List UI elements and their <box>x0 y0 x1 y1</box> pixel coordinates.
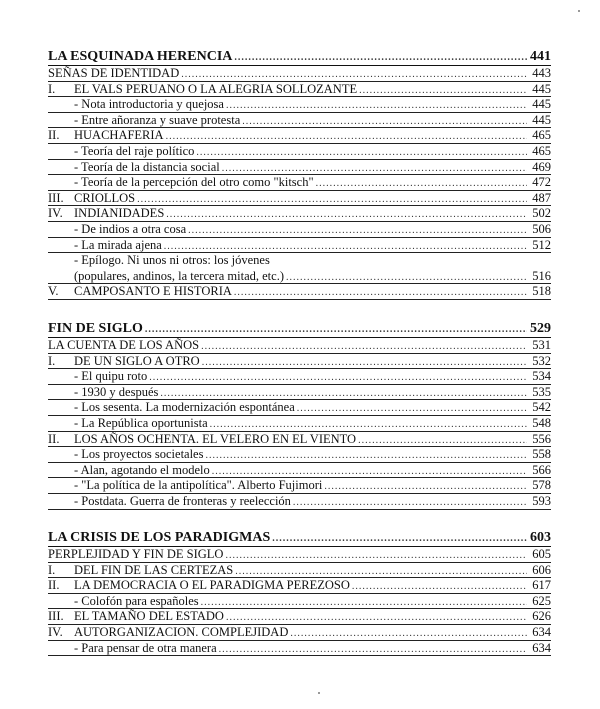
entry-page: 634 <box>532 624 551 639</box>
entry-page: 445 <box>532 81 551 96</box>
toc-subentry-continuation <box>48 269 551 285</box>
dot-leader <box>297 401 527 417</box>
entry-label: INDIANIDADES <box>74 206 165 221</box>
entry-page: 558 <box>532 447 551 462</box>
toc-subentry <box>48 253 551 269</box>
dot-leader <box>137 192 527 208</box>
dot-leader <box>225 548 527 564</box>
toc-subentry <box>48 144 551 160</box>
section-subtitle-label: PERPLEJIDAD Y FIN DE SIGLO <box>48 547 224 561</box>
entry-label: CRIOLLOS <box>74 190 136 205</box>
dot-leader <box>242 114 527 130</box>
toc-entry <box>48 354 551 370</box>
entry-label: LA DEMOCRACIA O EL PARADIGMA PEREZOSO <box>74 578 350 593</box>
toc-entry <box>48 284 551 300</box>
dot-leader <box>272 530 527 548</box>
toc-entry <box>48 563 551 579</box>
toc-entry <box>48 578 551 594</box>
section-subtitle-page: 605 <box>532 547 551 561</box>
dot-leader <box>235 564 527 580</box>
dot-leader <box>210 417 527 433</box>
toc-subentry <box>48 494 551 510</box>
toc-entry <box>48 191 551 207</box>
toc-subentry <box>48 160 551 176</box>
dot-leader <box>201 595 527 611</box>
dot-leader <box>181 67 527 83</box>
dot-leader <box>316 176 527 192</box>
entry-label: - Teoría del raje político <box>74 143 195 158</box>
entry-label: - Los sesenta. La modernización espontánea <box>74 400 295 415</box>
entry-label: - Para pensar de otra manera <box>74 640 217 655</box>
entry-page: 617 <box>532 578 551 593</box>
entry-page: 469 <box>532 159 551 174</box>
entry-page: 512 <box>532 237 551 252</box>
dot-leader <box>149 370 527 386</box>
dot-leader <box>201 339 527 355</box>
entry-page: 465 <box>532 128 551 143</box>
dot-leader <box>324 479 527 495</box>
dot-leader <box>234 285 527 301</box>
toc-entry <box>48 625 551 641</box>
section-title-label: LA CRISIS DE LOS PARADIGMAS <box>48 530 271 545</box>
entry-number: II. <box>48 431 60 446</box>
section-subtitle-label: SEÑAS DE IDENTIDAD <box>48 66 180 80</box>
entry-page: 472 <box>532 175 551 190</box>
entry-label: EL TAMAÑO DEL ESTADO <box>74 609 224 624</box>
entry-page: 593 <box>532 493 551 508</box>
entry-page: 445 <box>532 112 551 127</box>
entry-label: - Teoría de la percepción del otro como "kitsch" <box>74 175 314 190</box>
section-title-page: 441 <box>530 49 551 64</box>
toc-subentry <box>48 385 551 401</box>
toc-subentry <box>48 478 551 494</box>
entry-label: - 1930 y después <box>74 384 159 399</box>
toc-entry <box>48 128 551 144</box>
dot-leader <box>202 355 527 371</box>
dot-leader <box>166 207 527 223</box>
dot-leader <box>222 161 527 177</box>
toc-subentry <box>48 416 551 432</box>
toc-subentry <box>48 369 551 385</box>
entry-number: I. <box>48 81 56 96</box>
entry-page: 626 <box>532 609 551 624</box>
dot-leader <box>205 448 527 464</box>
toc-subentry <box>48 447 551 463</box>
entry-page: 445 <box>532 97 551 112</box>
dot-leader <box>290 626 527 642</box>
section-title <box>48 48 551 66</box>
toc-entry <box>48 82 551 98</box>
dot-leader <box>359 83 527 99</box>
entry-page: 502 <box>532 206 551 221</box>
entry-number: IV. <box>48 624 63 639</box>
entry-label: - Alan, agotando el modelo <box>74 462 210 477</box>
toc-subentry <box>48 113 551 129</box>
dot-leader <box>212 464 527 480</box>
toc-subentry <box>48 400 551 416</box>
dot-leader <box>160 386 527 402</box>
toc-subentry <box>48 594 551 610</box>
dot-leader <box>226 610 527 626</box>
scan-speck <box>318 692 320 694</box>
section-subtitle <box>48 338 551 354</box>
entry-label: AUTORGANIZACION. COMPLEJIDAD <box>74 624 289 639</box>
toc-subentry <box>48 97 551 113</box>
dot-leader <box>145 321 527 339</box>
section-subtitle-page: 531 <box>532 338 551 352</box>
toc-section-esquinada-herencia <box>48 48 551 300</box>
toc-subentry <box>48 641 551 657</box>
toc-section-crisis-paradigmas <box>48 529 551 656</box>
dot-leader <box>293 495 527 511</box>
section-title <box>48 320 551 338</box>
entry-page: 532 <box>532 353 551 368</box>
scan-speck <box>578 10 580 12</box>
entry-label: - Nota introductoria y quejosa <box>74 97 224 112</box>
dot-leader <box>226 98 527 114</box>
entry-label: DE UN SIGLO A OTRO <box>74 353 200 368</box>
toc-subentry <box>48 238 551 254</box>
section-subtitle-page: 443 <box>532 66 551 80</box>
entry-number: III. <box>48 190 64 205</box>
toc-subentry <box>48 463 551 479</box>
dot-leader <box>188 223 527 239</box>
entry-page: 548 <box>532 415 551 430</box>
entry-label: - Colofón para españoles <box>74 593 199 608</box>
entry-number: IV. <box>48 206 63 221</box>
dot-leader <box>166 129 527 145</box>
entry-page: 578 <box>532 478 551 493</box>
section-subtitle <box>48 66 551 82</box>
entry-number: III. <box>48 609 64 624</box>
entry-label: - La República oportunista <box>74 415 208 430</box>
section-title-label: LA ESQUINADA HERENCIA <box>48 49 233 64</box>
entry-number: I. <box>48 562 56 577</box>
entry-label: - Postdata. Guerra de fronteras y reelección <box>74 493 291 508</box>
entry-label: - La mirada ajena <box>74 237 162 252</box>
entry-page: 518 <box>532 284 551 299</box>
dot-leader <box>219 642 527 658</box>
section-title-label: FIN DE SIGLO <box>48 321 143 336</box>
section-title <box>48 529 551 547</box>
entry-page: 487 <box>532 190 551 205</box>
entry-page: 556 <box>532 431 551 446</box>
dot-leader <box>234 49 527 67</box>
entry-label: (populares, andinos, la tercera mitad, etc.) <box>74 268 284 283</box>
entry-page: 516 <box>532 268 551 283</box>
section-subtitle-label: LA CUENTA DE LOS AÑOS <box>48 338 200 352</box>
toc-subentry <box>48 175 551 191</box>
entry-number: II. <box>48 578 60 593</box>
entry-page: 465 <box>532 143 551 158</box>
entry-label: - Entre añoranza y suave protesta <box>74 112 241 127</box>
entry-page: 606 <box>532 562 551 577</box>
entry-label: EL VALS PERUANO O LA ALEGRIA SOLLOZANTE <box>74 81 358 96</box>
entry-label: DEL FIN DE LAS CERTEZAS <box>74 562 234 577</box>
entry-page: 535 <box>532 384 551 399</box>
entry-label: - De indios a otra cosa <box>74 221 187 236</box>
entry-label: HUACHAFERIA <box>74 128 164 143</box>
entry-page: 506 <box>532 221 551 236</box>
entry-page: 625 <box>532 593 551 608</box>
dot-leader <box>164 239 527 255</box>
entry-number: V. <box>48 284 59 299</box>
toc-entry <box>48 206 551 222</box>
section-title-page: 529 <box>530 321 551 336</box>
dot-leader <box>286 270 527 286</box>
entry-number: I. <box>48 353 56 368</box>
entry-page: 534 <box>532 369 551 384</box>
dot-leader <box>196 145 527 161</box>
entry-label: CAMPOSANTO E HISTORIA <box>74 284 232 299</box>
entry-page: 542 <box>532 400 551 415</box>
entry-page: 566 <box>532 462 551 477</box>
toc-section-fin-de-siglo <box>48 320 551 510</box>
entry-number: II. <box>48 128 60 143</box>
entry-page: 634 <box>532 640 551 655</box>
entry-label: - Los proyectos societales <box>74 447 204 462</box>
entry-label: - Epílogo. Ni unos ni otros: los jóvenes <box>74 253 270 268</box>
entry-label: LOS AÑOS OCHENTA. EL VELERO EN EL VIENTO <box>74 431 357 446</box>
section-subtitle <box>48 547 551 563</box>
entry-label: - Teoría de la distancia social <box>74 159 220 174</box>
entry-label: - "La política de la antipolítica". Alberto Fujimori <box>74 478 323 493</box>
entry-label: - El quipu roto <box>74 369 148 384</box>
toc-entry <box>48 609 551 625</box>
toc-subentry <box>48 222 551 238</box>
toc-entry <box>48 432 551 448</box>
section-title-page: 603 <box>530 530 551 545</box>
dot-leader <box>358 433 527 449</box>
dot-leader <box>352 579 527 595</box>
